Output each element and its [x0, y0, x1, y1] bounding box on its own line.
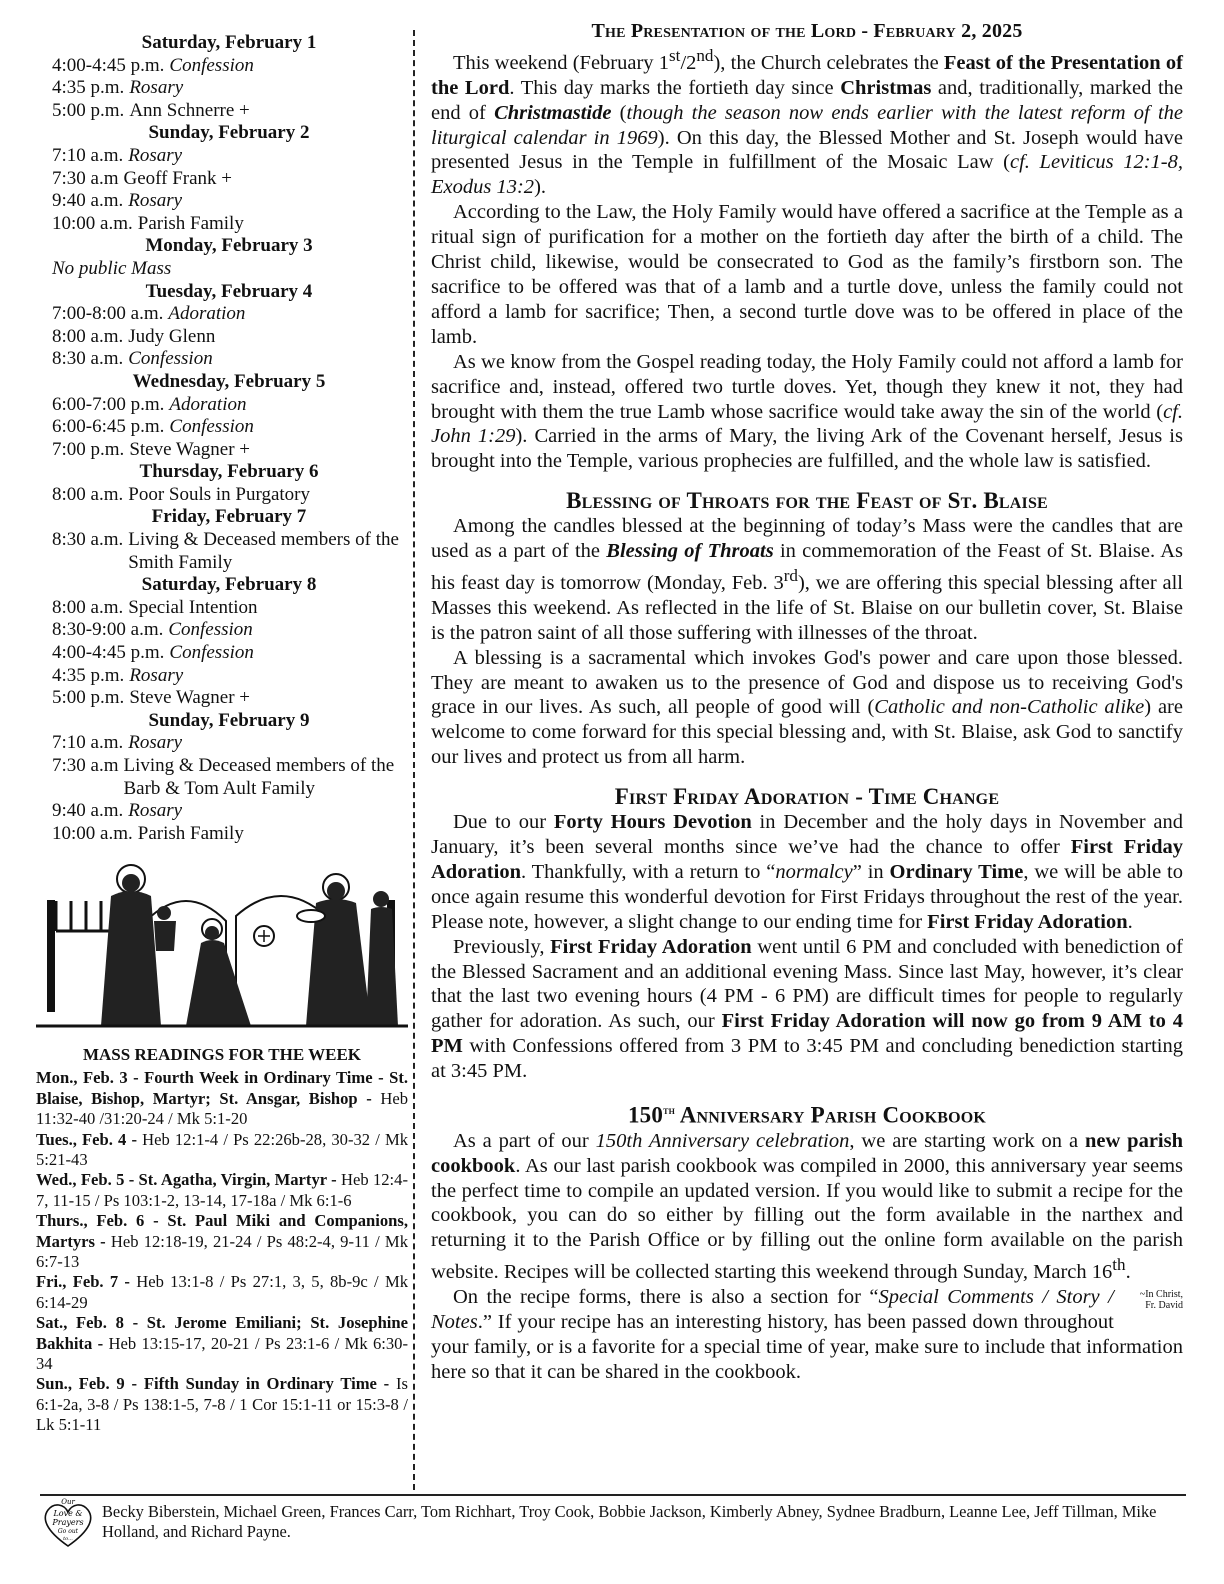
presentation-illustration	[36, 861, 408, 1033]
entry-time: 10:00 a.m.	[52, 822, 133, 844]
entry-intention: Steve Wagner +	[129, 438, 251, 460]
entry-time: 8:30 a.m.	[52, 529, 124, 551]
entry-time: 4:35 p.m.	[52, 77, 125, 99]
entry-time: 5:00 p.m.	[52, 687, 125, 709]
schedule-day-heading: Monday, February 3	[145, 235, 313, 257]
entry-intention: Confession	[169, 642, 254, 664]
entry-intention: Parish Family	[137, 822, 244, 844]
entry-intention: Confession	[169, 416, 254, 438]
adoration-paragraph-1: Due to our Forty Hours Devotion in December and the holy days in November and January, it’s been several months since we’ve had the chance to offer First Friday Adoration. Thankfully, with a return to “normalcy” in Ordinary Time, we will be able to once again resume this wonderful devotion for First Fridays throughout the rest of the year. Please note, however, a slight change to our ending time for First Friday Adoration.	[431, 811, 1183, 933]
schedule-entry	[36, 190, 408, 213]
reading-day-label: Fri., Feb. 7 -	[36, 1272, 130, 1292]
entry-time: 7:30 a.m	[52, 755, 119, 776]
reading-day-label: Tues., Feb. 4 -	[36, 1129, 137, 1149]
schedule-day-heading: Thursday, February 6	[139, 461, 319, 483]
entry-intention: Ann Schnerre +	[129, 99, 250, 121]
entry-intention: Living & Deceased members of the Smith Family	[128, 529, 399, 573]
schedule-entry	[36, 77, 408, 100]
entry-time: 7:00-8:00 a.m.	[52, 303, 164, 325]
adoration-title: First Friday Adoration - Time Change	[614, 784, 1000, 810]
left-column	[36, 32, 408, 1436]
entry-intention: Rosary	[128, 800, 183, 822]
entry-time: 7:30 a.m	[52, 167, 119, 189]
schedule-entry	[36, 394, 408, 417]
reading-day-label: Sat., Feb. 8 - St. Jerome Emiliani; St. Josephine Bakhita -	[36, 1313, 408, 1353]
entry-time: 8:00 a.m.	[52, 596, 124, 618]
reading-day-label: Mon., Feb. 3 - Fourth Week in Ordinary Time - St. Blaise, Bishop, Martyr; St. Ansgar, Bishop -	[36, 1068, 408, 1108]
logo-text-1: Our	[61, 1498, 75, 1506]
entry-time: 8:30-9:00 a.m.	[52, 619, 164, 641]
entry-intention: Rosary	[129, 77, 184, 99]
schedule-entry	[36, 597, 408, 620]
footer-rule	[40, 1494, 1186, 1496]
presentation-paragraph-2: According to the Law, the Holy Family would have offered a sacrifice at the Temple as a ritual sign of purification for a mother on the fortieth day after the birth of a child. The Christ child, likewise, would be consecrated to God as the family’s firstborn son. The sacrifice to be offered was that of a lamb and a turtle dove, unless the family could not afford a lamb for sacrifice; Then, a second turtle dove was to be offered in place of the lamb.	[431, 201, 1183, 348]
blessing-title: Blessing of Throats for the Feast of St. Blaise	[566, 488, 1048, 514]
reading-item	[36, 1374, 408, 1435]
schedule-entry	[36, 55, 408, 78]
reading-item	[36, 1272, 408, 1313]
reading-references: Heb 11:32-40 /31:20-24 / Mk 5:1-20	[36, 1088, 408, 1129]
schedule-entry	[36, 687, 408, 710]
entry-intention: Judy Glenn	[128, 325, 216, 347]
entry-intention: Parish Family	[137, 212, 244, 234]
blessing-paragraph-1: Among the candles blessed at the beginning of today’s Mass were the candles that are used as a part of the Blessing of Throats in commemoration of the Feast of St. Blaise. As his feast day is tomorrow (Monday, Feb. 3rd), we are offering this special blessing after all Masses this weekend. As reflected in the life of St. Blaise on our bulletin cover, St. Blaise is the patron saint of all those suffering with illnesses of the throat.	[431, 515, 1184, 644]
entry-intention: Geoff Frank +	[123, 167, 233, 189]
entry-time: 6:00-7:00 p.m.	[52, 393, 165, 415]
schedule-entry	[36, 100, 408, 123]
schedule-entry	[36, 529, 408, 574]
schedule-entry	[36, 416, 408, 439]
reading-references: Heb 12:4-7, 11-15 / Ps 103:1-2, 13-14, 17-18a / Mk 6:1-6	[36, 1170, 408, 1210]
reading-item	[36, 1170, 408, 1211]
cookbook-paragraph-2: ~In Christ, Fr. David On the recipe forms, there is also a section for “Special Comments / Story / Notes.” If your recipe has an interesting history, has been passed down throughout your family, or is a favorite for a special time of year, make sure to include that information here so that it can be shared in the cookbook.	[431, 1286, 1183, 1383]
prayer-list-section	[40, 1500, 1186, 1548]
entry-intention: Adoration	[168, 303, 246, 325]
adoration-paragraph-2: Previously, First Friday Adoration went until 6 PM and concluded with benediction of the Blessed Sacrament and an additional evening Mass. Since last May, however, it’s clear that the last two evening hours (4 PM - 6 PM) are difficult times for people to regularly gather for adoration. As such, our First Friday Adoration will now go from 9 AM to 4 PM with Confessions offered from 3 PM to 3:45 PM and concluding benediction starting at 3:45 PM.	[431, 935, 1184, 1083]
reading-item	[36, 1211, 408, 1272]
reading-references: Heb 13:1-8 / Ps 27:1, 3, 5, 8b-9c / Mk 6:14-29	[36, 1272, 408, 1312]
schedule-entry	[36, 642, 408, 665]
entry-intention: Adoration	[169, 393, 247, 415]
blessing-paragraph-2: A blessing is a sacramental which invokes God's power and care upon those blessed. They are meant to awaken us to the presence of God and dispose us to receiving God's grace in our lives. As such, all people of good will (Catholic and non-Catholic alike) are welcome to come forward for this special blessing and, with St. Blaise, ask God to sanctify our lives and protect us from all harm.	[431, 646, 1183, 769]
entry-time: 7:10 a.m.	[52, 732, 124, 754]
entry-intention: Living & Deceased members of the Barb & Tom Ault Family	[123, 755, 395, 799]
schedule-entry	[36, 732, 408, 755]
readings-title: MASS READINGS FOR THE WEEK	[82, 1045, 362, 1065]
schedule-entry	[36, 619, 408, 642]
presentation-title: The Presentation of the Lord - February 2, 2025	[591, 20, 1023, 42]
column-divider	[413, 30, 415, 1490]
entry-time: 7:10 a.m.	[52, 144, 124, 166]
cookbook-title: 150th Anniversary Parish Cookbook	[627, 1102, 987, 1128]
reading-item	[36, 1313, 408, 1374]
entry-intention: Rosary	[129, 664, 184, 686]
reading-item	[36, 1130, 408, 1171]
logo-text-4: Go out	[57, 1528, 79, 1535]
right-column	[431, 18, 1183, 1385]
entry-time: 4:35 p.m.	[52, 664, 125, 686]
entry-time: 6:00-6:45 p.m.	[52, 416, 165, 438]
entry-intention: Rosary	[128, 190, 183, 212]
cookbook-paragraph-1: As a part of our 150th Anniversary celebration, we are starting work on a new parish cookbook. As our last parish cookbook was compiled in 2000, this anniversary year seems the perfect time to compile an updated version. If you would like to submit a recipe for the cookbook, you can do so either by filling out the form available in the narthex and returning it to the Parish Office or by filling out the online form available on the parish website. Recipes will be collected starting this weekend through Sunday, March 16th.	[431, 1129, 1183, 1284]
mass-schedule	[36, 32, 408, 845]
reading-item	[36, 1068, 408, 1129]
entry-time: 9:40 a.m.	[52, 190, 124, 212]
schedule-entry	[36, 439, 408, 462]
entry-intention: Poor Souls in Purgatory	[128, 483, 311, 505]
reading-day-label: Thurs., Feb. 6 - St. Paul Miki and Companions, Martyrs -	[36, 1211, 408, 1251]
schedule-entry	[36, 665, 408, 688]
entry-intention: Rosary	[128, 732, 183, 754]
entry-time: 8:30 a.m.	[52, 348, 124, 370]
logo-text-5: to...	[63, 1536, 73, 1542]
entry-intention: Confession	[168, 619, 253, 641]
schedule-entry	[36, 168, 408, 191]
presentation-paragraph-3: As we know from the Gospel reading today, the Holy Family could not afford a lamb for sacrifice and, instead, offered two turtle doves. Yet, though they knew it not, they had brought with them the true Lamb whose sacrifice would take away the sin of the world (cf. John 1:29). Carried in the arms of Mary, the living Ark of the Covenant herself, Jesus is brought into the Temple, various prophecies are fulfilled, and the whole law is satisfied.	[431, 350, 1183, 473]
schedule-entry	[36, 303, 408, 326]
schedule-day-heading: Sunday, February 9	[148, 709, 310, 731]
reading-day-label: Sun., Feb. 9 - Fifth Sunday in Ordinary Time -	[36, 1374, 390, 1394]
entry-time: 5:00 p.m.	[52, 99, 125, 121]
schedule-day-heading: Sunday, February 2	[148, 122, 310, 144]
prayer-names: Becky Biberstein, Michael Green, Frances Carr, Tom Richhart, Troy Cook, Bobbie Jackson, Kimberly Abney, Sydnee Bradburn, Leanne Lee, Jeff Tillman, Mike Holland, and Richard Payne.	[102, 1502, 1157, 1541]
signature: ~In Christ, Fr. David	[1139, 1289, 1183, 1312]
schedule-entry	[36, 823, 408, 846]
entry-time: 8:00 a.m.	[52, 483, 124, 505]
reading-references: Heb 12:18-19, 21-24 / Ps 48:2-4, 9-11 / Mk 6:7-13	[36, 1231, 408, 1272]
reading-references: Heb 13:15-17, 20-21 / Ps 23:1-6 / Mk 6:30-34	[36, 1333, 408, 1374]
entry-intention: Confession	[169, 54, 254, 76]
schedule-entry	[36, 800, 408, 823]
schedule-day-heading: Friday, February 7	[151, 506, 307, 528]
entry-time: 8:00 a.m.	[52, 325, 124, 347]
reading-references: Heb 12:1-4 / Ps 22:26b-28, 30-32 / Mk 5:21-43	[36, 1129, 408, 1169]
reading-references: Is 6:1-2a, 3-8 / Ps 138:1-5, 7-8 / 1 Cor 15:1-11 or 15:3-8 / Lk 5:1-11	[36, 1374, 408, 1435]
schedule-entry	[36, 348, 408, 371]
schedule-entry	[36, 755, 408, 800]
schedule-entry	[36, 145, 408, 168]
entry-intention: Steve Wagner +	[129, 687, 251, 709]
logo-text-2: Love &	[53, 1509, 83, 1518]
schedule-entry	[36, 213, 408, 236]
reading-day-label: Wed., Feb. 5 - St. Agatha, Virgin, Martyr -	[36, 1170, 337, 1190]
presentation-paragraph-1: This weekend (February 1st/2nd), the Church celebrates the Feast of the Presentation of the Lord. This day marks the fortieth day since Christmas and, traditionally, marked the end of Christmastide (though the season now ends earlier with the latest reform of the liturgical calendar in 1969). On this day, the Blessed Mother and St. Joseph would have presented Jesus in the Temple in fulfillment of the Mosaic Law (cf. Leviticus 12:1-8, Exodus 13:2).	[431, 46, 1183, 199]
love-and-prayers-logo	[40, 1496, 96, 1550]
logo-text-3: Prayers	[52, 1518, 84, 1527]
entry-time: 10:00 a.m.	[52, 212, 133, 234]
entry-time: 7:00 p.m.	[52, 438, 125, 460]
schedule-entry	[36, 326, 408, 349]
readings-list	[36, 1068, 408, 1435]
entry-time: 4:00-4:45 p.m.	[52, 54, 165, 76]
entry-intention: Confession	[128, 348, 213, 370]
schedule-day-heading: Saturday, February 1	[141, 32, 317, 53]
entry-time: 4:00-4:45 p.m.	[52, 642, 165, 664]
entry-intention: Special Intention	[128, 596, 258, 618]
entry-time: 9:40 a.m.	[52, 800, 124, 822]
schedule-note: No public Mass	[52, 257, 172, 279]
schedule-entry	[36, 484, 408, 507]
schedule-day-heading: Tuesday, February 4	[145, 280, 313, 302]
schedule-day-heading: Saturday, February 8	[141, 574, 317, 596]
entry-intention: Rosary	[128, 144, 183, 166]
schedule-day-heading: Wednesday, February 5	[132, 370, 326, 392]
